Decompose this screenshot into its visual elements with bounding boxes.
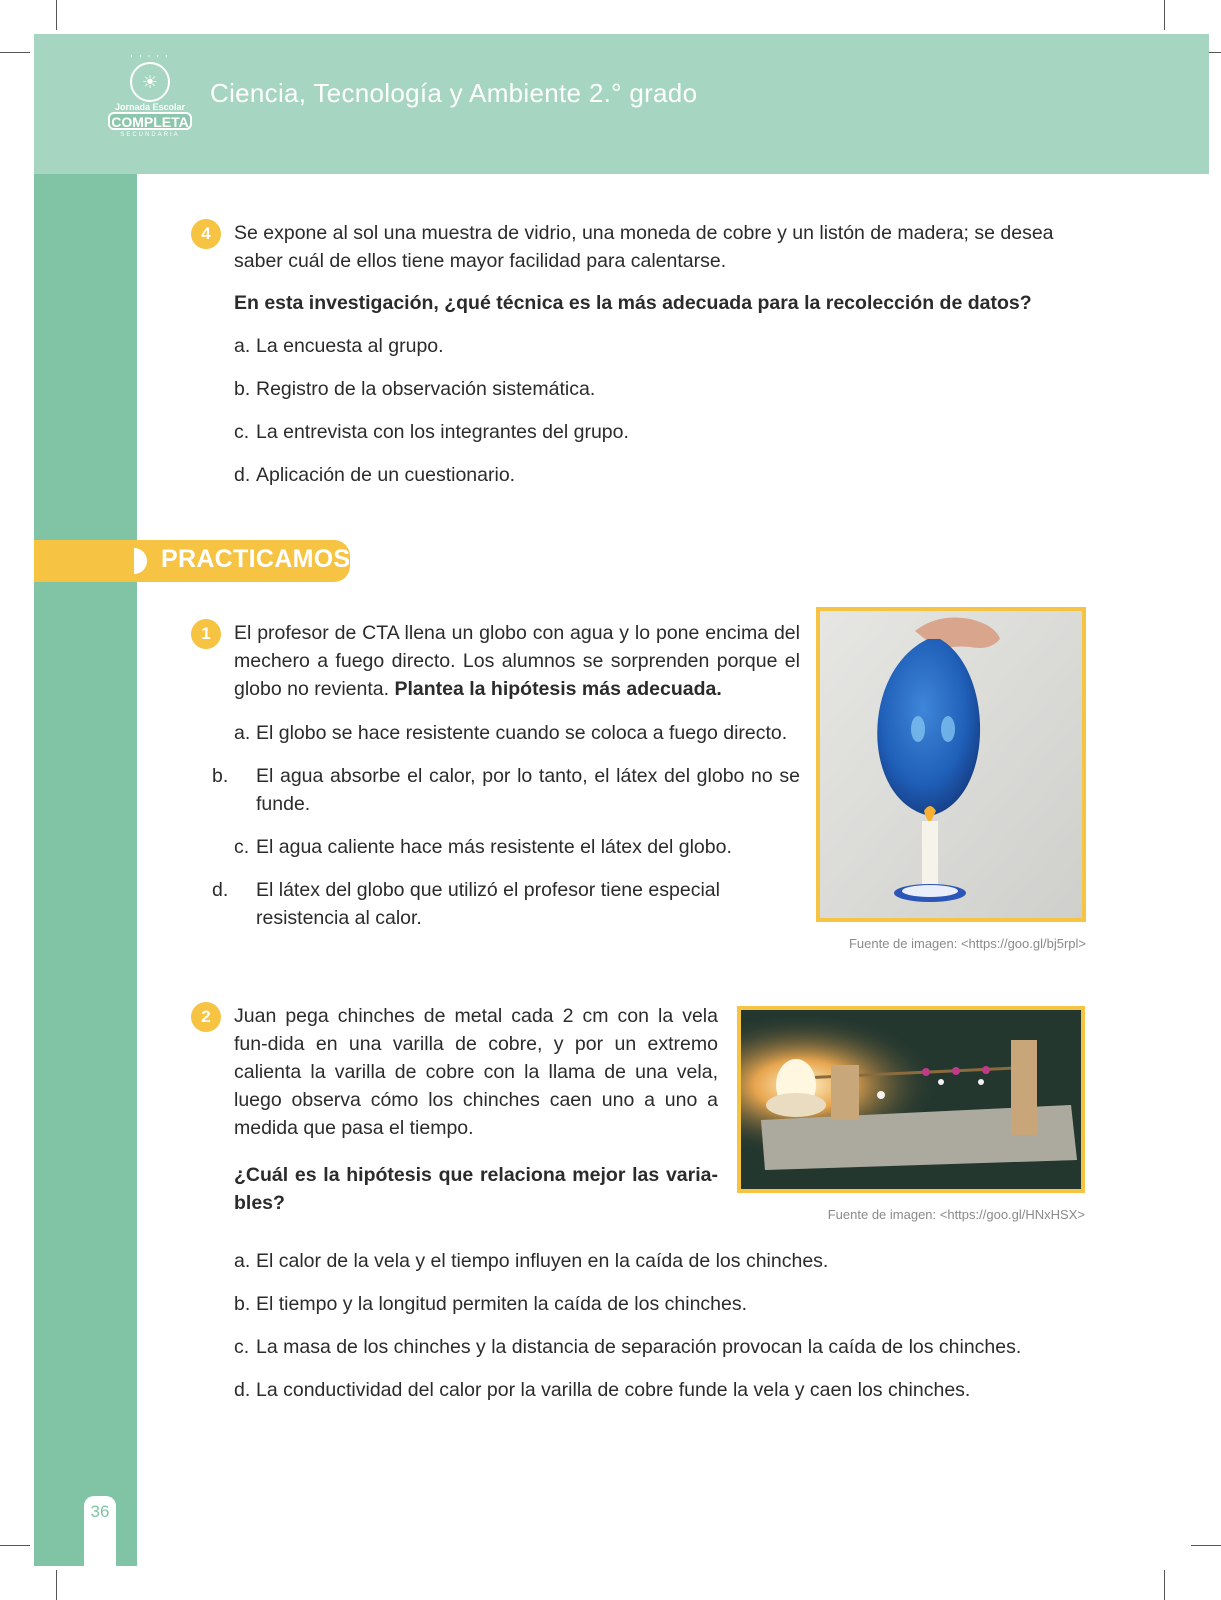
logo-line2: COMPLETA bbox=[108, 112, 192, 130]
option-text: El látex del globo que utilizó el profesor tiene especial resistencia al calor. bbox=[256, 879, 720, 929]
option-letter: c. bbox=[234, 1336, 250, 1358]
section-title: PRACTICAMOS bbox=[161, 545, 351, 573]
option-a[interactable] bbox=[234, 332, 1094, 360]
logo-line1: Jornada Escolar bbox=[114, 102, 186, 112]
option-letter: c. bbox=[234, 836, 250, 858]
crop-mark bbox=[1164, 1570, 1165, 1600]
image-source-caption: Fuente de imagen: <https://goo.gl/HNxHSX> bbox=[827, 1207, 1085, 1222]
crop-mark bbox=[0, 1545, 30, 1546]
crop-mark bbox=[1191, 1545, 1221, 1546]
option-letter: b. bbox=[234, 378, 251, 400]
option-d[interactable] bbox=[234, 461, 1094, 489]
balloon-candle-photo bbox=[816, 607, 1086, 922]
option-letter: b. bbox=[212, 765, 229, 787]
option-c[interactable] bbox=[234, 833, 800, 861]
question-number-badge: 2 bbox=[191, 1002, 221, 1032]
option-letter: d. bbox=[212, 879, 229, 901]
option-b[interactable] bbox=[212, 762, 800, 818]
copper-rod-photo bbox=[737, 1006, 1085, 1193]
option-b[interactable] bbox=[234, 375, 1094, 403]
option-letter: b. bbox=[234, 1293, 251, 1315]
practice-1-text bbox=[234, 619, 800, 703]
question-4-text: Se expone al sol una muestra de vidrio, una moneda de cobre y un listón de madera; se desea saber cuál de ellos tiene mayor facilidad para calentarse. bbox=[234, 222, 1054, 272]
practice-1-statement: El profesor de CTA llena un globo con agua y lo pone encima del mechero a fuego directo. Los alumnos se sorprenden porque el globo no revienta. bbox=[234, 622, 800, 700]
option-letter: a. bbox=[234, 722, 251, 744]
option-text: La encuesta al grupo. bbox=[256, 335, 444, 357]
side-band bbox=[34, 174, 137, 1566]
practice-2-text: Juan pega chinches de metal cada 2 cm con la vela fun-dida en una varilla de cobre, y por un extremo calienta la varilla de cobre con la llama de una vela, luego observa cómo los chinches caen uno a uno a medida que pasa el tiempo. bbox=[234, 1005, 718, 1139]
practice-2-prompt: ¿Cuál es la hipótesis que relaciona mejor las varia-bles? bbox=[234, 1164, 718, 1214]
page-number: 36 bbox=[90, 1502, 110, 1521]
option-c[interactable] bbox=[234, 418, 1094, 446]
sun-rays-icon: ' ' ' ' ' bbox=[130, 54, 170, 65]
option-letter: a. bbox=[234, 1250, 251, 1272]
copper-rod-illustration bbox=[741, 1010, 1081, 1189]
option-c[interactable] bbox=[234, 1333, 1114, 1361]
option-b[interactable] bbox=[234, 1290, 1114, 1318]
practice-1-prompt: Plantea la hipótesis más adecuada. bbox=[394, 678, 722, 700]
sun-icon: ☀ bbox=[130, 62, 170, 102]
option-text: El agua caliente hace más resistente el látex del globo. bbox=[256, 836, 732, 858]
question-4-prompt: En esta investigación, ¿qué técnica es la más adecuada para la recolección de datos? bbox=[234, 292, 1032, 314]
option-text: El agua absorbe el calor, por lo tanto, el látex del globo no se funde. bbox=[256, 765, 800, 815]
crop-mark bbox=[0, 52, 30, 53]
option-d[interactable] bbox=[234, 1376, 1114, 1404]
crop-mark bbox=[56, 1570, 57, 1600]
jornada-escolar-logo bbox=[104, 54, 196, 154]
option-letter: a. bbox=[234, 335, 251, 357]
option-a[interactable] bbox=[234, 1247, 1114, 1275]
option-text: El globo se hace resistente cuando se coloca a fuego directo. bbox=[256, 722, 788, 744]
question-number-badge: 1 bbox=[191, 619, 221, 649]
crop-mark bbox=[1164, 0, 1165, 30]
option-a[interactable] bbox=[234, 719, 800, 747]
option-text: Registro de la observación sistemática. bbox=[256, 378, 596, 400]
logo-line3: SECUNDARIA bbox=[120, 132, 180, 138]
option-text: El calor de la vela y el tiempo influyen en la caída de los chinches. bbox=[256, 1250, 829, 1272]
option-text: Aplicación de un cuestionario. bbox=[256, 464, 516, 486]
page-title: Ciencia, Tecnología y Ambiente 2.° grado bbox=[210, 78, 698, 108]
option-text: La entrevista con los integrantes del grupo. bbox=[256, 421, 629, 443]
option-letter: d. bbox=[234, 1379, 251, 1401]
option-d[interactable] bbox=[212, 876, 800, 932]
image-source-caption: Fuente de imagen: <https://goo.gl/bj5rpl> bbox=[848, 936, 1086, 951]
option-text: La masa de los chinches y la distancia de separación provocan la caída de los chinches. bbox=[256, 1336, 1022, 1358]
option-letter: c. bbox=[234, 421, 250, 443]
question-number-badge: 4 bbox=[191, 219, 221, 249]
balloon-candle-illustration bbox=[820, 611, 1082, 918]
option-text: La conductividad del calor por la varilla de cobre funde la vela y caen los chinches. bbox=[256, 1379, 971, 1401]
option-text: El tiempo y la longitud permiten la caída de los chinches. bbox=[256, 1293, 748, 1315]
option-letter: d. bbox=[234, 464, 251, 486]
banner-half-circle bbox=[121, 548, 147, 574]
crop-mark bbox=[56, 0, 57, 30]
